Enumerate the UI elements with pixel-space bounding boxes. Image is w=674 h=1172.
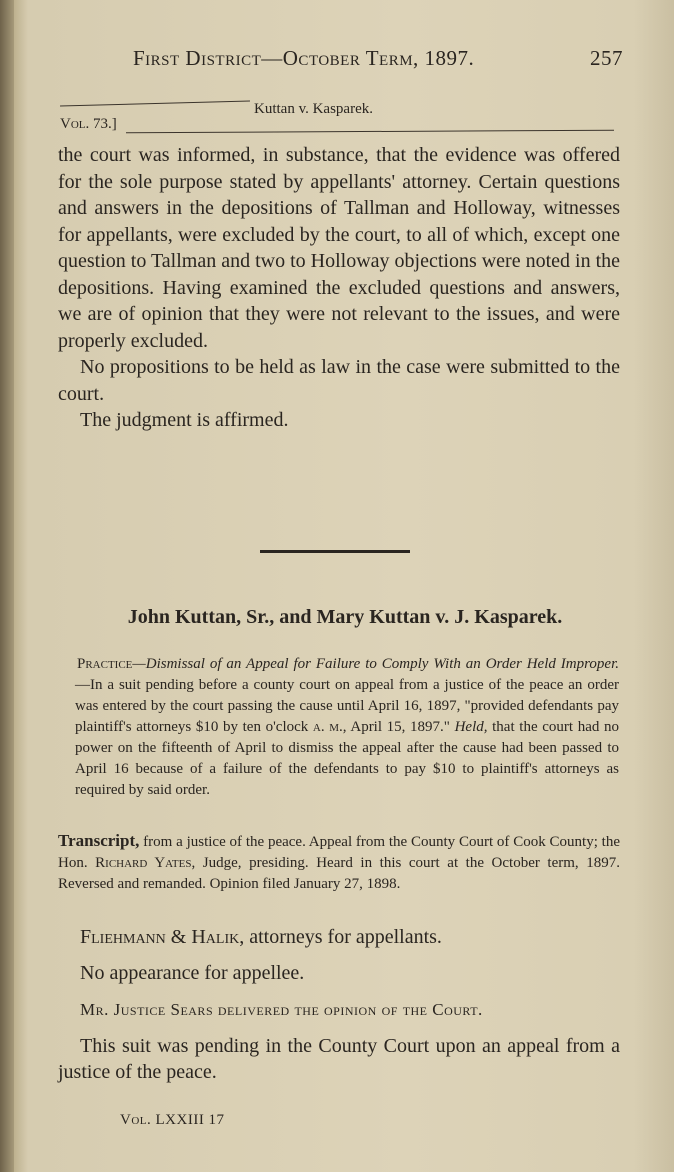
page-gutter — [0, 0, 14, 1172]
syllabus-body: —In a suit pending before a county court on appeal from a justice of the peace an order was entered by the court passing the cause until April 16, 1897, "provided defendants pay plaintiff's attorneys $10 by ten o'clock — [75, 677, 619, 735]
opinion-paragraph: No propositions to be held as law in the case were submitted to the court. — [58, 356, 620, 405]
opinion-intro — [58, 996, 620, 1023]
syllabus-heading: —Dismissal of an Appeal for Failure to Comply With an Order Held Improper. — [132, 656, 619, 672]
appellee-line: No appearance for appellee. — [80, 962, 305, 984]
syllabus-time: a. m. — [312, 719, 343, 735]
case-separator-rule — [260, 550, 410, 553]
opinion-text: This suit was pending in the County Court upon an appeal from a justice of the peace. — [58, 1035, 620, 1083]
transcript-lead: Transcript, — [58, 831, 140, 850]
syllabus-topic: Practice — [77, 656, 133, 672]
opinion-intro-text: delivered the opinion of the Court. — [213, 1000, 483, 1019]
opinion-paragraph: The judgment is affirmed. — [80, 409, 289, 431]
signature-mark: Vol. LXXIII 17 — [120, 1112, 225, 1128]
opinion-continued — [58, 142, 620, 434]
case-proceedings — [58, 924, 620, 1095]
attorneys-text: , attorneys for appellants. — [239, 926, 442, 948]
volume-marker: Vol. 73.] — [60, 116, 117, 132]
case-running-header: Kuttan v. Kasparek. — [254, 101, 373, 117]
opinion-paragraph: the court was informed, in substance, that the evidence was offered for the sole purpose stated by appellants' attorney. Certain questions and answers in the depositions of Tallman and Holloway, witnesses for appellants, were excluded by the court, to all of which, except one question to Tallman and two to Holloway objections were noted in the depositions. Having examined the excluded questions and answers, we are of opinion that they were not relevant to the issues, and were properly excluded. — [58, 144, 621, 352]
case-title: John Kuttan, Sr., and Mary Kuttan v. J. Kasparek. — [127, 606, 563, 628]
header-rule-left — [60, 101, 250, 107]
attorney-firm: Fliehmann & Halik — [80, 926, 240, 948]
judge-name: Richard Yates — [95, 855, 192, 871]
header-rule — [126, 130, 614, 134]
page-number: 257 — [590, 46, 623, 70]
syllabus — [75, 654, 619, 801]
transcript-text: , Judge, presiding. Heard in this court at the October term, 1897. Reversed and remanded. Opinion filed January 27, 1898. — [58, 855, 620, 892]
syllabus-body: that the court had no power on the fifteenth of April to dismiss the appeal after the cause had been passed to April 16 because of a failure of the defendants to pay $10 to plaintiff's attorneys as required by said order. — [75, 719, 619, 798]
syllabus-body: , April 15, 1897." — [342, 719, 455, 735]
transcript-text: from a justice of the peace. Appeal from the County Court of Cook County; the Hon. — [58, 834, 620, 871]
attorneys-line — [58, 924, 620, 950]
running-head-title: First District—October Term, 1897. — [133, 46, 475, 70]
justice-name: Mr. Justice Sears — [80, 1000, 214, 1019]
transcript-note — [58, 830, 620, 895]
page-edge-shadow — [634, 0, 674, 1172]
syllabus-held: Held, — [454, 719, 488, 735]
